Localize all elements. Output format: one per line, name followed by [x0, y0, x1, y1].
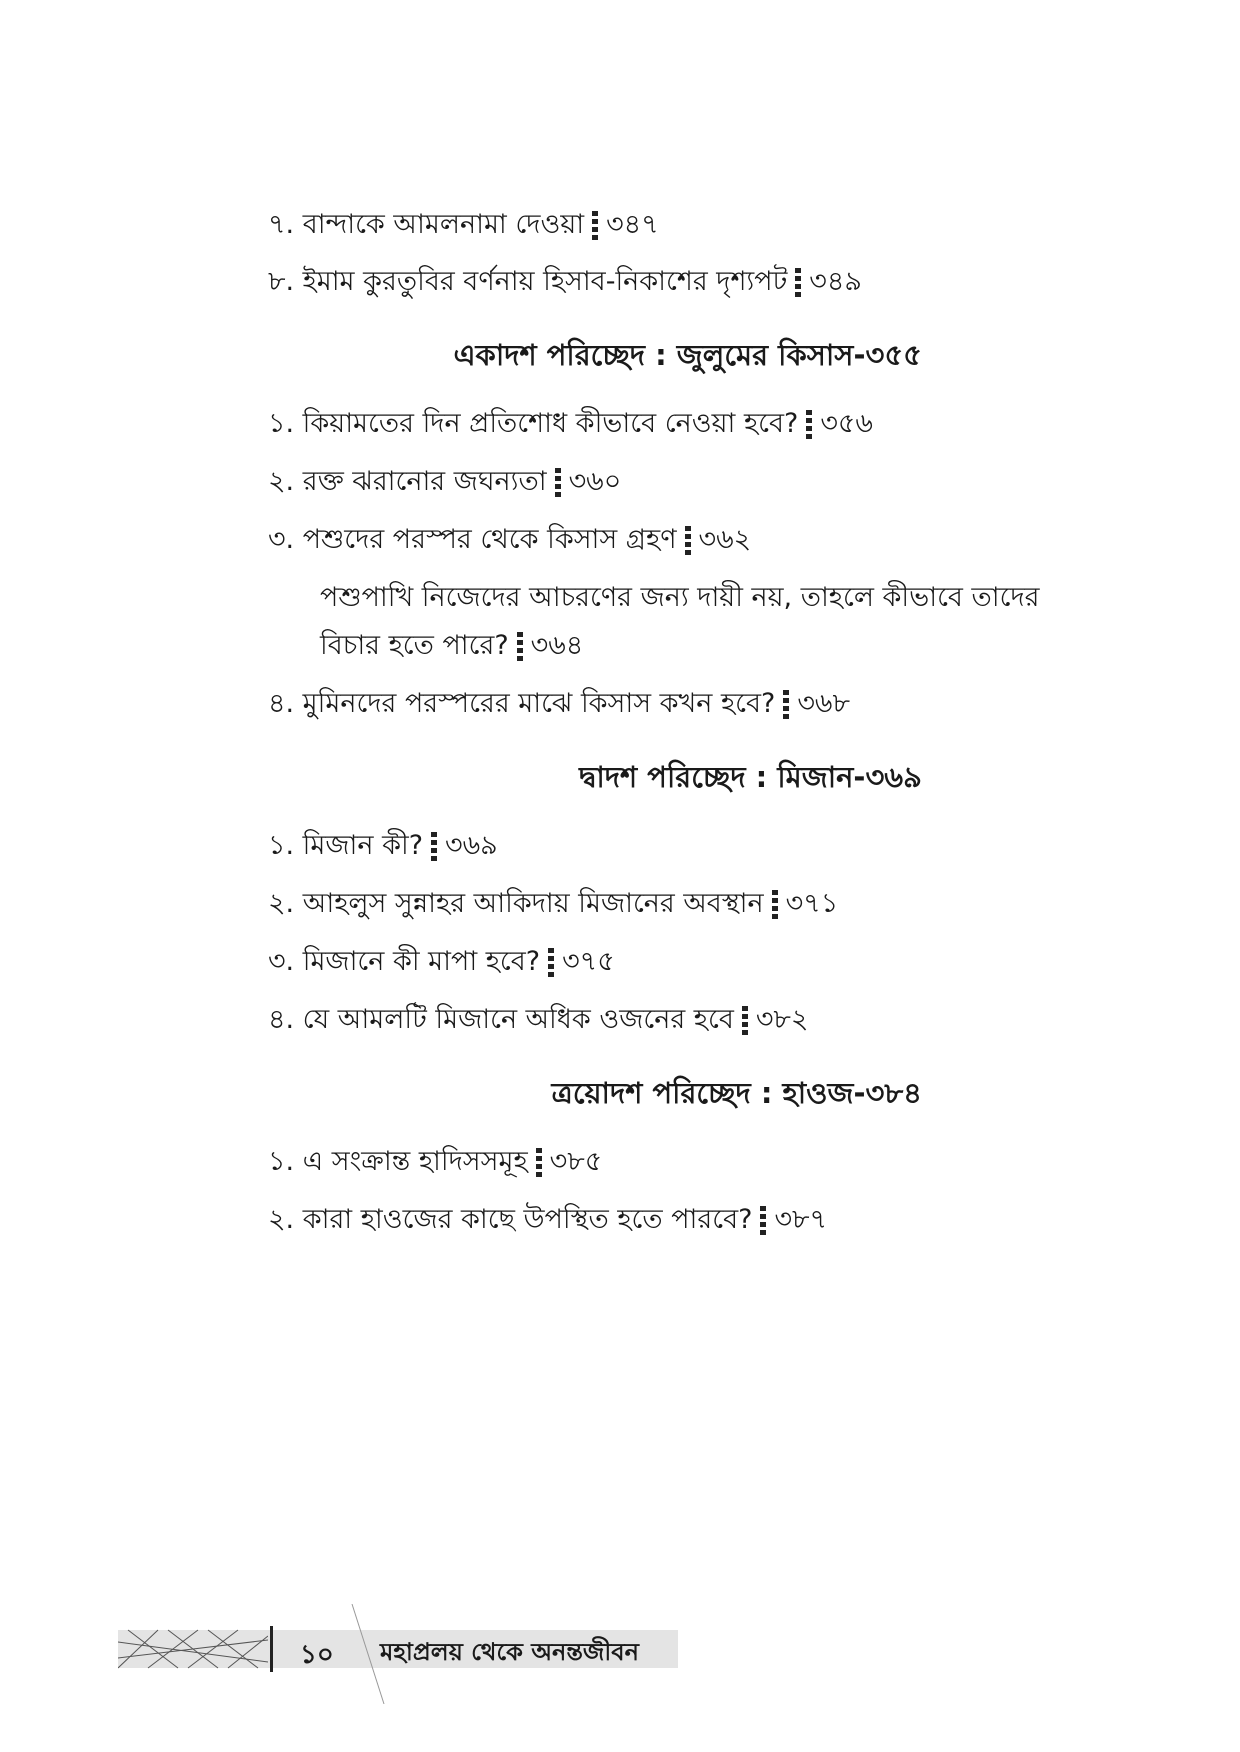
entry-page: ৩৪৯: [809, 266, 862, 297]
dotted-separator: [555, 468, 561, 498]
dotted-separator: [760, 1206, 766, 1236]
dotted-separator: [592, 211, 598, 241]
entry-text: ২. আহলুস সুন্নাহর আকিদায় মিজানের অবস্থান: [268, 888, 764, 919]
entry-text: ১. কিয়ামতের দিন প্রতিশোধ কীভাবে নেওয়া হবে?: [268, 408, 799, 439]
book-title: মহাপ্রলয় থেকে অনন্তজীবন: [380, 1638, 639, 1666]
page-footer: [118, 1622, 678, 1676]
entry-page: ৩৭৫: [562, 946, 615, 977]
dotted-separator: [685, 526, 691, 556]
toc-subentry-line1: [320, 578, 1040, 618]
toc-entry: [268, 462, 621, 502]
entry-text: পশুপাখি নিজেদের আচরণের জন্য দায়ী নয়, তাহলে কীভাবে তাদের: [320, 582, 1040, 613]
entry-text: ৮. ইমাম কুরতুবির বর্ণনায় হিসাব-নিকাশের দৃশ্যপট: [268, 266, 788, 297]
toc-entry: [268, 942, 615, 982]
entry-text: ২. কারা হাওজের কাছে উপস্থিত হতে পারবে?: [268, 1204, 753, 1235]
toc-entry: [268, 1200, 827, 1240]
entry-page: ৩৬৮: [797, 688, 850, 719]
entry-text-continued: বিচার হতে পারে?: [320, 630, 509, 661]
chapter-heading: একাদশ পরিচ্ছেদ : জুলুমের কিসাস-৩৫৫: [453, 338, 922, 372]
toc-entry: [268, 262, 862, 302]
toc-entry: [268, 884, 838, 924]
chapter-heading: ত্রয়োদশ পরিচ্ছেদ : হাওজ-৩৮৪: [551, 1076, 922, 1110]
entry-page: ৩৫৬: [820, 408, 873, 439]
toc-subentry-line2: [320, 626, 583, 666]
toc-entry: [268, 684, 850, 724]
entry-page: ৩৮৫: [549, 1146, 603, 1177]
entry-text: ২. রক্ত ঝরানোর জঘন্যতা: [268, 466, 547, 497]
entry-text: ৩. পশুদের পরস্পর থেকে কিসাস গ্রহণ: [268, 524, 677, 555]
dotted-separator: [517, 632, 523, 662]
toc-entry: [268, 826, 498, 866]
entry-page: ৩৬২: [698, 524, 752, 555]
entry-page: ৩৮৭: [774, 1204, 828, 1235]
dotted-separator: [806, 410, 812, 440]
toc-entry: [268, 404, 873, 444]
dotted-separator: [548, 948, 554, 978]
toc-entry: [268, 205, 659, 245]
entry-page: ৩৬৪: [530, 630, 584, 661]
toc-entry: [268, 1142, 602, 1182]
entry-text: ১. এ সংক্রান্ত হাদিসসমূহ: [268, 1146, 528, 1177]
chapter-heading: দ্বাদশ পরিচ্ছেদ : মিজান-৩৬৯: [579, 760, 922, 794]
dotted-separator: [536, 1148, 542, 1178]
entry-page: ৩৭১: [785, 888, 839, 919]
dotted-separator: [783, 690, 789, 720]
entry-page: ৩৮২: [755, 1004, 809, 1035]
entry-page: ৩৬৯: [445, 830, 498, 861]
decorative-lines-icon: [118, 1622, 268, 1676]
footer-divider: [270, 1626, 273, 1672]
dotted-separator: [772, 890, 778, 920]
entry-page: ৩৬০: [568, 466, 622, 497]
entry-text: ৪. মুমিনদের পরস্পরের মাঝে কিসাস কখন হবে?: [268, 688, 776, 719]
dotted-separator: [795, 268, 801, 298]
entry-text: ৭. বান্দাকে আমলনামা দেওয়া: [268, 209, 585, 240]
toc-entry: [268, 520, 751, 560]
page-number: ১০: [300, 1640, 334, 1670]
entry-text: ১. মিজান কী?: [268, 830, 424, 861]
entry-text: ৩. মিজানে কী মাপা হবে?: [268, 946, 541, 977]
entry-text: ৪. যে আমলটি মিজানে অধিক ওজনের হবে: [268, 1004, 734, 1035]
dotted-separator: [431, 832, 437, 862]
entry-page: ৩৪৭: [606, 209, 659, 240]
toc-entry: [268, 1000, 809, 1040]
dotted-separator: [742, 1006, 748, 1036]
